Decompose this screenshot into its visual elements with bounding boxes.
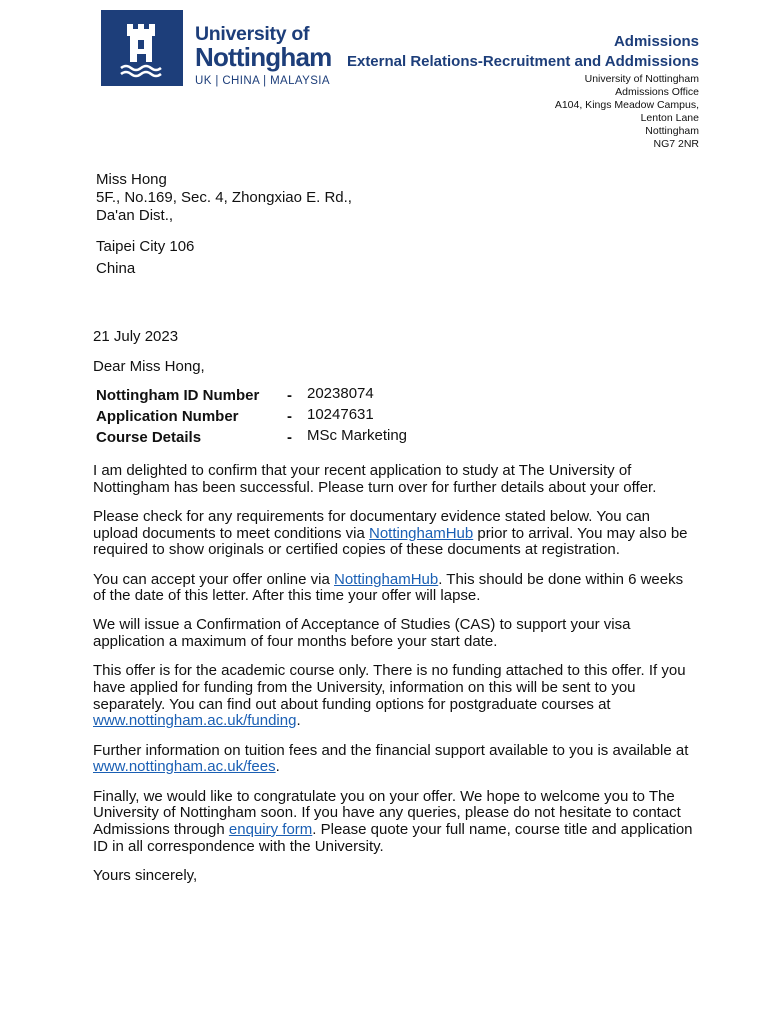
letter-body [93, 463, 693, 897]
recipient-country: China [96, 260, 136, 277]
recipient-city-block [96, 236, 194, 280]
paragraph-text: . [296, 712, 301, 730]
fees-link[interactable]: www.nottingham.ac.uk/fees [93, 758, 276, 776]
castle-logo-icon [101, 10, 183, 86]
office-address [555, 73, 699, 151]
logo-campuses: UK | CHINA | MALAYSIA [195, 75, 330, 87]
paragraph-funding [93, 663, 693, 730]
detail-value: 20238074 [307, 385, 374, 402]
paragraph-text: . This should be done within 6 weeks of the date of this letter. After this time your offer will lapse. [93, 570, 684, 605]
paragraph-text: Please check for any requirements for documentary evidence stated below. You can upload documents to meet conditions via [93, 507, 650, 542]
detail-label: Nottingham ID Number [96, 387, 260, 404]
paragraph-accept [93, 572, 693, 605]
paragraph-text: You can accept your offer online via [93, 570, 334, 588]
enquiry-form-link[interactable]: enquiry form [228, 820, 313, 838]
detail-value: MSc Marketing [307, 427, 408, 444]
closing: Yours sincerely, [93, 866, 198, 884]
paragraph-text: . Please quote your full name, course title and application ID in all correspondence with the University. [93, 820, 693, 855]
paragraph-text: . [275, 758, 280, 776]
office-line: Nottingham [645, 125, 699, 137]
paragraph-text: prior to arrival. You may also be required to show originals or certified copies of these documents at registration. [93, 524, 688, 559]
letter-date: 21 July 2023 [93, 328, 179, 345]
office-line: NG7 2NR [653, 138, 699, 150]
office-line: University of Nottingham [584, 73, 699, 85]
paragraph-fees [93, 743, 693, 776]
detail-dash: - [287, 408, 292, 425]
paragraph-documents [93, 509, 693, 559]
logo-university-of: University of [195, 23, 310, 45]
recipient-line2: Da'an Dist., [96, 207, 174, 224]
detail-dash: - [287, 429, 292, 446]
recipient-address [96, 171, 352, 225]
recipient-name: Miss Hong [96, 171, 167, 188]
paragraph-text: This offer is for the academic course only. There is no funding attached to this offer. If you have applied for funding from the University, information on this will be sent to you separately. You can find out about funding options for postgraduate courses at [93, 662, 686, 713]
header-title: Admissions [613, 33, 699, 50]
detail-value: 10247631 [307, 406, 374, 423]
office-line: Lenton Lane [640, 112, 699, 124]
header-department: External Relations-Recruitment and Addmissions [346, 53, 699, 70]
recipient-line1: 5F., No.169, Sec. 4, Zhongxiao E. Rd., [96, 189, 352, 206]
salutation: Dear Miss Hong, [93, 358, 205, 375]
nottinghamhub-link[interactable]: NottinghamHub [369, 524, 474, 542]
detail-label: Course Details [96, 429, 202, 446]
nottinghamhub-accept-link[interactable]: NottinghamHub [334, 570, 439, 588]
office-line: Admissions Office [615, 86, 699, 98]
paragraph-cas: We will issue a Confirmation of Acceptance of Studies (CAS) to support your visa application a maximum of four months before your start date. [93, 616, 631, 651]
paragraph-confirmation: I am delighted to confirm that your recent application to study at The University of Nottingham has been successful. Please turn over for further details about your offer. [93, 462, 657, 496]
detail-dash: - [287, 387, 292, 404]
recipient-city: Taipei City 106 [96, 238, 195, 255]
paragraph-congratulations [93, 789, 693, 856]
office-line: A104, Kings Meadow Campus, [554, 99, 699, 111]
paragraph-text: Finally, we would like to congratulate you on your offer. We hope to welcome you to The University of Nottingham soon. If you have any queries, please do not hesitate to contact Admissions through [93, 787, 681, 838]
paragraph-text: Further information on tuition fees and the financial support available to you is available at [93, 741, 689, 759]
detail-label: Application Number [96, 408, 239, 425]
funding-link[interactable]: www.nottingham.ac.uk/funding [93, 712, 297, 730]
logo-nottingham: Nottingham [195, 42, 332, 72]
